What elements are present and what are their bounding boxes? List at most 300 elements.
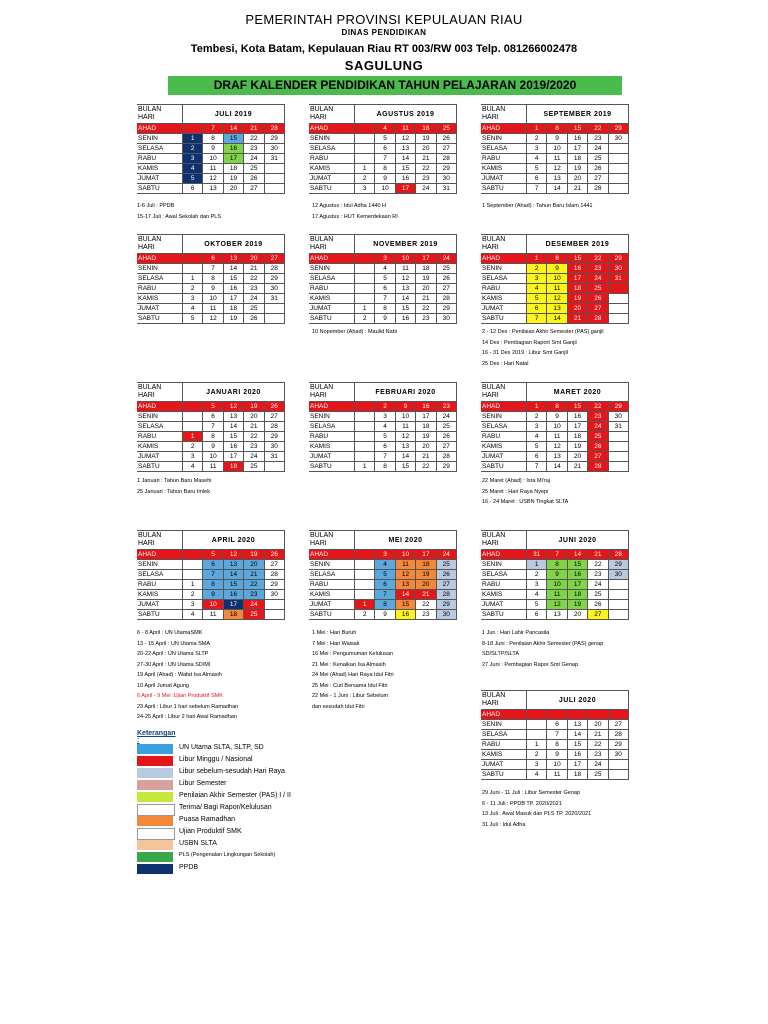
date-cell: 16 [567, 412, 587, 422]
month-notes [482, 201, 593, 212]
date-cell: 30 [608, 570, 628, 580]
date-cell: 5 [183, 174, 203, 184]
date-cell [264, 610, 284, 620]
date-cell: 1 [527, 254, 547, 264]
calendar-month [481, 104, 629, 194]
day-label: JUMAT [137, 304, 183, 314]
date-cell: 23 [588, 750, 608, 760]
date-cell: 19 [567, 164, 587, 174]
day-label: SELASA [309, 274, 355, 284]
date-cell: 3 [527, 760, 547, 770]
date-cell: 13 [203, 184, 223, 194]
day-label: JUMAT [481, 304, 527, 314]
date-cell: 9 [203, 284, 223, 294]
date-cell: 18 [567, 154, 587, 164]
bulan-hari-label: BULAN HARI [481, 235, 527, 254]
date-cell [183, 560, 203, 570]
date-cell: 6 [527, 304, 547, 314]
date-cell [527, 730, 547, 740]
date-cell: 10 [203, 452, 223, 462]
date-cell [264, 184, 284, 194]
day-label: AHAD [481, 124, 527, 134]
date-cell: 23 [416, 610, 436, 620]
date-cell: 8 [547, 402, 567, 412]
date-cell: 13 [547, 610, 567, 620]
date-cell: 24 [244, 600, 264, 610]
day-label: AHAD [481, 254, 527, 264]
legend-label: Libur sebelum-sesudah Hari Raya [179, 768, 285, 775]
date-cell: 9 [547, 750, 567, 760]
date-cell [355, 294, 375, 304]
date-cell: 16 [395, 174, 415, 184]
date-cell: 29 [436, 304, 456, 314]
date-cell: 10 [375, 184, 395, 194]
day-label: AHAD [309, 402, 355, 412]
day-label: SELASA [309, 422, 355, 432]
date-cell: 19 [416, 570, 436, 580]
date-cell [608, 164, 628, 174]
date-cell: 18 [223, 304, 243, 314]
date-cell [355, 412, 375, 422]
date-cell: 8 [203, 432, 223, 442]
date-cell: 28 [588, 462, 608, 472]
date-cell: 5 [527, 164, 547, 174]
date-cell: 14 [223, 264, 243, 274]
document-title: DRAF KALENDER PENDIDIKAN TAHUN PELAJARAN 2019/2020 [168, 76, 622, 95]
note-line: 22 Maret (Ahad) : Isra Mi'raj [482, 478, 550, 484]
day-label: AHAD [137, 402, 183, 412]
day-label: SELASA [309, 570, 355, 580]
date-cell: 26 [244, 314, 264, 324]
date-cell [355, 402, 375, 412]
date-cell: 30 [608, 412, 628, 422]
date-cell: 9 [203, 590, 223, 600]
date-cell [183, 124, 203, 134]
day-label: SELASA [481, 570, 527, 580]
date-cell [183, 412, 203, 422]
date-cell: 8 [203, 134, 223, 144]
date-cell: 7 [547, 730, 567, 740]
day-label: JUMAT [481, 760, 527, 770]
date-cell: 30 [608, 750, 628, 760]
day-label: KAMIS [309, 294, 355, 304]
date-cell: 22 [244, 580, 264, 590]
date-cell: 17 [223, 452, 243, 462]
date-cell: 1 [527, 402, 547, 412]
calendar-month [481, 382, 629, 472]
date-cell: 5 [203, 550, 223, 560]
header-school: SAGULUNG [344, 58, 424, 73]
date-cell [547, 710, 567, 720]
date-cell: 23 [244, 590, 264, 600]
date-cell: 7 [203, 570, 223, 580]
date-cell: 6 [527, 174, 547, 184]
date-cell: 6 [375, 284, 395, 294]
date-cell: 23 [416, 174, 436, 184]
date-cell: 23 [244, 442, 264, 452]
calendar-month [309, 530, 457, 620]
date-cell: 2 [527, 264, 547, 274]
date-cell: 21 [416, 590, 436, 600]
date-cell: 8 [375, 304, 395, 314]
date-cell [355, 452, 375, 462]
date-cell: 29 [436, 164, 456, 174]
date-cell: 27 [244, 184, 264, 194]
date-cell: 2 [183, 284, 203, 294]
date-cell: 28 [264, 570, 284, 580]
date-cell [588, 710, 608, 720]
date-cell: 16 [416, 402, 436, 412]
date-cell: 19 [244, 550, 264, 560]
date-cell: 9 [203, 144, 223, 154]
note-line: 23 April : Libur 1 hari sebelum Ramadhan [137, 703, 239, 710]
date-cell [608, 462, 628, 472]
date-cell: 1 [183, 580, 203, 590]
date-cell: 28 [436, 590, 456, 600]
date-cell: 21 [588, 730, 608, 740]
bulan-hari-label: BULAN HARI [481, 531, 527, 550]
date-cell: 29 [264, 580, 284, 590]
day-label: SENIN [481, 134, 527, 144]
day-label: JUMAT [137, 452, 183, 462]
date-cell: 14 [567, 550, 587, 560]
date-cell: 22 [588, 402, 608, 412]
date-cell: 21 [416, 294, 436, 304]
date-cell: 20 [567, 304, 587, 314]
date-cell [608, 610, 628, 620]
date-cell [608, 600, 628, 610]
header-department: DINAS PENDIDIKAN [341, 28, 427, 37]
date-cell [608, 294, 628, 304]
date-cell: 17 [223, 600, 243, 610]
day-label: SELASA [137, 422, 183, 432]
bulan-hari-label: BULAN HARI [137, 105, 183, 124]
note-line: 19 April (Ahad) : Wafat Isa Almasih [137, 672, 222, 678]
calendar-month [309, 234, 457, 324]
date-cell: 17 [567, 274, 587, 284]
bulan-hari-label: BULAN HARI [137, 531, 183, 550]
date-cell: 20 [588, 720, 608, 730]
month-notes [137, 201, 221, 222]
date-cell [355, 580, 375, 590]
date-cell: 7 [203, 124, 223, 134]
month-name: NOVEMBER 2019 [355, 235, 457, 254]
date-cell: 28 [436, 452, 456, 462]
date-cell: 7 [547, 550, 567, 560]
date-cell: 30 [436, 610, 456, 620]
note-line: 31 Juli : Idul Adha [482, 821, 526, 828]
note-line: 16 - 31 Des 2019 : Libur Smt Ganjil [482, 350, 568, 356]
date-cell: 21 [567, 184, 587, 194]
day-label: SENIN [309, 134, 355, 144]
calendar-month [137, 234, 285, 324]
date-cell: 10 [395, 550, 415, 560]
date-cell: 27 [588, 452, 608, 462]
date-cell: 15 [395, 600, 415, 610]
date-cell [355, 560, 375, 570]
date-cell: 4 [527, 154, 547, 164]
note-line: 1-6 Juli : PPDB [137, 203, 175, 209]
note-line: 24-25 April : Libur 2 hari Awal Ramadhan [137, 714, 237, 720]
date-cell: 3 [527, 422, 547, 432]
date-cell: 7 [375, 294, 395, 304]
day-label: SENIN [309, 560, 355, 570]
date-cell: 26 [588, 600, 608, 610]
date-cell: 30 [436, 314, 456, 324]
date-cell: 9 [375, 314, 395, 324]
day-label: AHAD [481, 402, 527, 412]
day-label: RABU [137, 154, 183, 164]
date-cell: 16 [395, 610, 415, 620]
date-cell: 27 [608, 720, 628, 730]
day-label: KAMIS [481, 164, 527, 174]
day-label: KAMIS [309, 442, 355, 452]
day-label: AHAD [481, 550, 527, 560]
date-cell: 15 [567, 254, 587, 264]
date-cell: 13 [567, 720, 587, 730]
date-cell: 12 [547, 164, 567, 174]
note-line: dan sesudah Idul Fitri [312, 703, 365, 710]
date-cell: 2 [183, 442, 203, 452]
date-cell [355, 422, 375, 432]
date-cell: 19 [567, 294, 587, 304]
date-cell: 23 [588, 570, 608, 580]
day-label: SABTU [481, 462, 527, 472]
date-cell: 2 [527, 750, 547, 760]
day-label: SENIN [137, 264, 183, 274]
date-cell: 20 [567, 610, 587, 620]
date-cell: 17 [416, 550, 436, 560]
date-cell: 7 [527, 184, 547, 194]
date-cell: 16 [223, 144, 243, 154]
month-notes [137, 476, 212, 497]
header-government: PEMERINTAH PROVINSI KEPULAUAN RIAU [245, 12, 523, 27]
date-cell: 22 [416, 462, 436, 472]
day-label: AHAD [137, 254, 183, 264]
day-label: RABU [137, 580, 183, 590]
date-cell [183, 264, 203, 274]
date-cell: 25 [244, 304, 264, 314]
date-cell: 28 [588, 314, 608, 324]
date-cell: 14 [567, 730, 587, 740]
day-label: AHAD [309, 550, 355, 560]
note-line: 25 Des : Hari Natal [482, 360, 529, 367]
date-cell: 21 [244, 570, 264, 580]
date-cell: 19 [416, 432, 436, 442]
date-cell: 26 [436, 134, 456, 144]
date-cell [183, 550, 203, 560]
date-cell: 8 [547, 254, 567, 264]
bulan-hari-label: BULAN HARI [309, 383, 355, 402]
date-cell: 10 [395, 254, 415, 264]
legend-label: PPDB [179, 864, 199, 871]
day-label: SENIN [481, 720, 527, 730]
calendar-month [309, 382, 457, 472]
date-cell: 9 [375, 174, 395, 184]
date-cell: 24 [244, 154, 264, 164]
date-cell: 6 [183, 184, 203, 194]
legend-swatch [137, 768, 173, 778]
note-line: 16 - 24 Maret : USBN Tingkat SLTA [482, 499, 569, 505]
date-cell: 1 [183, 274, 203, 284]
date-cell: 6 [203, 254, 223, 264]
date-cell: 11 [395, 124, 415, 134]
date-cell: 4 [375, 560, 395, 570]
date-cell: 10 [547, 422, 567, 432]
note-line: 20-22 April : UN Utama SLTP [137, 651, 209, 657]
day-label: SENIN [137, 412, 183, 422]
date-cell: 10 [203, 294, 223, 304]
month-name: MEI 2020 [355, 531, 457, 550]
day-label: AHAD [481, 710, 527, 720]
date-cell: 12 [203, 314, 223, 324]
legend-label: Terima/ Bagi Rapor/Kelulusan [179, 804, 272, 811]
legend-swatch [137, 852, 173, 862]
legend-swatch [137, 840, 173, 850]
month-name: JANUARI 2020 [183, 383, 285, 402]
legend-label: Libur Semester [179, 780, 227, 787]
date-cell: 18 [567, 770, 587, 780]
date-cell [608, 144, 628, 154]
date-cell: 6 [203, 412, 223, 422]
date-cell [355, 590, 375, 600]
date-cell: 19 [567, 600, 587, 610]
date-cell [183, 422, 203, 432]
day-label: SELASA [481, 274, 527, 284]
date-cell: 20 [416, 580, 436, 590]
date-cell: 17 [567, 760, 587, 770]
date-cell: 6 [375, 144, 395, 154]
bulan-hari-label: BULAN HARI [309, 105, 355, 124]
date-cell: 27 [588, 610, 608, 620]
date-cell [608, 590, 628, 600]
day-label: SABTU [137, 610, 183, 620]
date-cell: 29 [608, 254, 628, 264]
date-cell: 26 [244, 174, 264, 184]
date-cell [264, 600, 284, 610]
date-cell: 16 [395, 314, 415, 324]
date-cell: 29 [608, 740, 628, 750]
date-cell: 20 [244, 412, 264, 422]
day-label: JUMAT [137, 600, 183, 610]
date-cell: 15 [567, 124, 587, 134]
note-line: 10 April Jumat Agung [137, 682, 189, 689]
note-line: 25 Januari : Tahun Baru Imlek [137, 488, 210, 495]
legend-swatch [137, 864, 173, 874]
date-cell: 9 [547, 412, 567, 422]
date-cell: 24 [588, 422, 608, 432]
date-cell: 1 [355, 304, 375, 314]
date-cell [608, 442, 628, 452]
date-cell: 25 [244, 610, 264, 620]
date-cell: 26 [436, 432, 456, 442]
date-cell: 2 [183, 144, 203, 154]
legend-swatch [137, 792, 173, 802]
day-label: SELASA [481, 730, 527, 740]
date-cell: 1 [355, 462, 375, 472]
date-cell: 27 [436, 144, 456, 154]
date-cell: 21 [567, 314, 587, 324]
date-cell: 29 [264, 274, 284, 284]
day-label: SELASA [481, 422, 527, 432]
date-cell: 11 [547, 770, 567, 780]
date-cell: 9 [547, 570, 567, 580]
note-line: 13 Juli : Awal Masuk dan PLS TP. 2020/2021 [482, 811, 592, 817]
date-cell: 22 [588, 254, 608, 264]
date-cell: 13 [395, 442, 415, 452]
date-cell: 29 [608, 402, 628, 412]
date-cell: 6 [547, 720, 567, 730]
date-cell: 18 [416, 124, 436, 134]
date-cell: 23 [588, 412, 608, 422]
day-label: RABU [481, 580, 527, 590]
note-line: 25 Mei : Cuti Bersama Idul Fitri [312, 682, 388, 689]
note-line: 12 Agustus : Idul Adha 1440 H [312, 203, 387, 209]
date-cell: 11 [203, 304, 223, 314]
date-cell: 31 [527, 550, 547, 560]
day-label: RABU [309, 154, 355, 164]
date-cell [608, 184, 628, 194]
date-cell: 18 [416, 264, 436, 274]
date-cell: 7 [527, 314, 547, 324]
date-cell: 11 [547, 284, 567, 294]
note-line: 14 Des : Pembagian Raport Smt Ganjil [482, 339, 577, 346]
date-cell: 27 [588, 174, 608, 184]
date-cell: 25 [588, 770, 608, 780]
day-label: SELASA [309, 144, 355, 154]
date-cell: 28 [588, 184, 608, 194]
date-cell: 16 [567, 264, 587, 274]
date-cell: 29 [264, 432, 284, 442]
day-label: JUMAT [481, 452, 527, 462]
legend-swatch [137, 828, 175, 840]
day-label: RABU [137, 284, 183, 294]
date-cell: 16 [567, 750, 587, 760]
date-cell: 11 [395, 264, 415, 274]
bulan-hari-label: BULAN HARI [481, 691, 527, 710]
date-cell: 22 [416, 304, 436, 314]
date-cell: 4 [527, 284, 547, 294]
date-cell: 21 [588, 550, 608, 560]
legend-swatch [137, 816, 173, 826]
date-cell: 29 [264, 134, 284, 144]
date-cell: 21 [416, 452, 436, 462]
date-cell: 27 [588, 304, 608, 314]
date-cell: 12 [547, 442, 567, 452]
date-cell: 18 [223, 462, 243, 472]
date-cell: 3 [183, 452, 203, 462]
note-line: 15-17 Juli : Awal Sekolah dan PLS [137, 213, 221, 220]
date-cell: 11 [395, 422, 415, 432]
date-cell: 13 [395, 580, 415, 590]
day-label: SABTU [137, 462, 183, 472]
date-cell: 15 [395, 304, 415, 314]
date-cell: 13 [223, 412, 243, 422]
date-cell: 8 [547, 740, 567, 750]
date-cell: 7 [375, 154, 395, 164]
date-cell: 7 [375, 590, 395, 600]
date-cell: 20 [416, 144, 436, 154]
day-label: KAMIS [481, 750, 527, 760]
date-cell: 20 [416, 284, 436, 294]
date-cell [183, 402, 203, 412]
date-cell [608, 154, 628, 164]
day-label: AHAD [137, 124, 183, 134]
date-cell: 4 [375, 422, 395, 432]
date-cell [608, 432, 628, 442]
date-cell: 26 [264, 550, 284, 560]
date-cell: 17 [567, 422, 587, 432]
